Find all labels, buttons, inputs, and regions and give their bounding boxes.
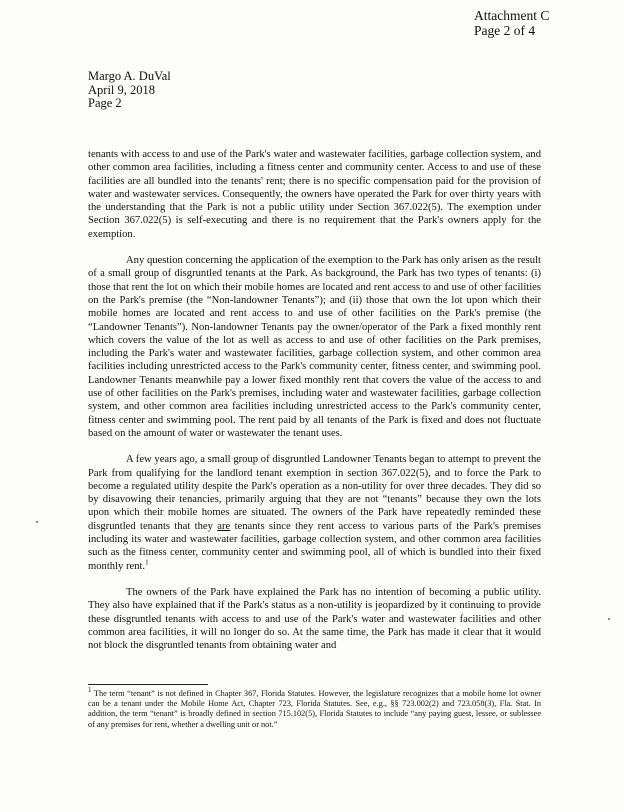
paragraph-1: tenants with access to and use of the Park's water and wastewater facilities, garbage collection system, and other common area facilities, including a fitness center and community center. Access to and use of these facilities are all bundled into the tenants' rent; there is no specific compensation paid for the provision of water and wastewater services. Consequently, the owners have operated the Park for over thirty years with the understanding that the Park is not a public utility under Section 367.022(5). The exemption under Section 367.022(5) is self-executing and there is no requirement that the Park's owners apply for the exemption. <box>88 149 541 240</box>
letter-body <box>88 148 541 665</box>
paragraph-4: The owners of the Park have explained the Park has no intention of becoming a public utility. They also have explained that if the Park's status as a non-utility is jeopardized by it continuing to provide these disgruntled tenants with access to and use of the Park's water and wastewater facilities and other common area facilities, it will no longer do so. At the same time, the Park has made it clear that it would not block the disgruntled tenants from obtaining water and <box>88 586 541 652</box>
attachment-label: Attachment C <box>474 8 550 23</box>
letter-date: April 9, 2018 <box>88 82 156 97</box>
scan-speck <box>608 618 610 620</box>
paragraph-3-part-1: A few years ago, a small group of disgruntled Landowner Tenants began to attempt to prevent the Park from qualifying for the landlord tenant exemption in section 367.022(5), and to force the Park to become a regulated utility despite the Park's operation as a non-utility for over three decades. They did so by disavowing their tenancies, primarily arguing that they are not “tenants” because they own the lots upon which their mobile homes are situated. The owners of the Park have repeatedly reminded these disgruntled tenants that they <box>88 454 541 532</box>
attachment-header <box>474 8 549 38</box>
recipient-name: Margo A. DuVal <box>88 69 171 83</box>
paragraph-3-part-2: tenants since they rent access to various parts of the Park's premises including its water and wastewater facilities, garbage collection system, and other common area facilities such as the fitness center, community center and swimming pool, all of which is bundled into their fixed monthly rent. <box>88 520 541 572</box>
footnote-reference: 1 <box>145 558 149 567</box>
paragraph-3 <box>88 453 541 573</box>
footnote <box>88 686 541 730</box>
underlined-word: are <box>217 520 231 532</box>
letter-heading <box>88 70 171 111</box>
scan-speck <box>36 521 38 523</box>
footnote-divider <box>88 684 208 685</box>
footnote-marker: 1 <box>88 686 92 695</box>
page-count: Page 2 of 4 <box>474 23 536 38</box>
paragraph-2: Any question concerning the application of the exemption to the Park has only arisen as the result of a small group of disgruntled tenants at the Park. As background, the Park has two types of tenants: (i) those that rent the lot on which their mobile homes are located and rent access to and use of other facilities on the Park's premise (the “Non-landowner Tenants”); and (ii) those that own the lot upon which their mobile homes are located and rent access to and use of other facilities on the Park's premise (the “Landowner Tenants”). Non-landowner Tenants pay the owner/operator of the Park a fixed monthly rent which covers the value of the lot as well as access to and use of other facilities on the Park premises, including the Park's water and wastewater facilities, garbage collection system, and other common area facilities including unrestricted access to the Park's community center, fitness center, and swimming pool. Landowner Tenants meanwhile pay a lower fixed monthly rent that covers the value of the access to and use of other facilities on the Park's premises, including water and wastewater facilities, garbage collection system, and other common area facilities including unrestricted access to the Park's community center, fitness center and swimming pool. The rent paid by all tenants of the Park is fixed and does not fluctuate based on the amount of water or wastewater the tenant uses. <box>88 255 541 439</box>
footnote-text: The term “tenant” is not defined in Chapter 367, Florida Statutes. However, the legislature recognizes that a mobile home lot owner can be a tenant under the Mobile Home Act, Chapter 723, Florida Statutes. See, e.g., §§ 723.002(2) and 723.058(3), Fla. Stat. In addition, the term “tenant” is broadly defined in section 715.102(5), Florida Statutes to include “any paying guest, lessee, or sublessee of any premises for rent, whether a dwelling unit or not.” <box>88 689 541 729</box>
letter-page-number: Page 2 <box>88 96 122 110</box>
